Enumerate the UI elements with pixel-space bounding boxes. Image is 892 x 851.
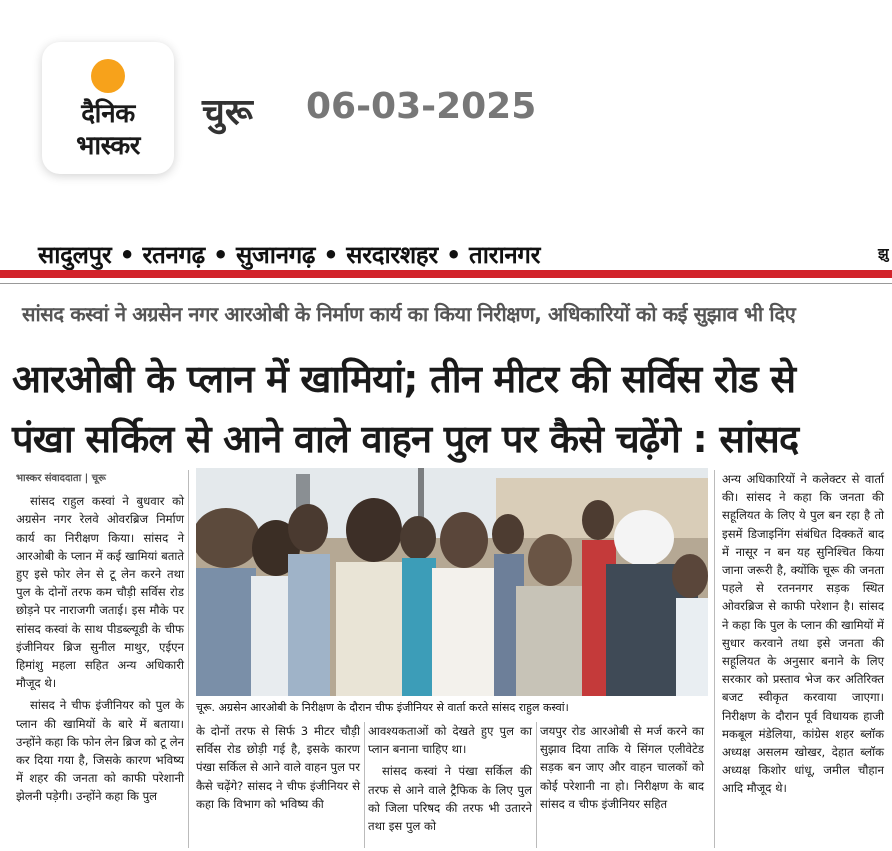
article-column-4 bbox=[540, 722, 704, 813]
section-banner-fragment: झु bbox=[878, 246, 889, 262]
article-paragraph: सांसद ने चीफ इंजीनियर को पुल के प्लान की खामियों के बारे में बताया। उन्होंने कहा कि फोन लेन ब्रिज को टू लेन कर दिया गया है, जिसके कारण भविष्य में शहर की जनता को काफी परेशानी झेलनी पड़ेगी। उन्होंने कहा कि पुल bbox=[16, 698, 184, 804]
article-subhead: सांसद कस्वां ने अग्रसेन नगर आरओबी के निर्माण कार्य का किया निरीक्षण, अधिकारियों को कई सुझाव भी दिए bbox=[22, 302, 796, 326]
article-headline-line-2: पंखा सर्किल से आने वाले वाहन पुल पर कैसे चढ़ेंगे : सांसद bbox=[12, 417, 799, 461]
article-column-3 bbox=[368, 722, 532, 835]
column-divider bbox=[714, 470, 715, 848]
sun-icon bbox=[91, 59, 125, 93]
logo-line-1: दैनिक bbox=[81, 99, 135, 129]
article-headline-line-1: आरओबी के प्लान में खामियां; तीन मीटर की सर्विस रोड से bbox=[12, 357, 796, 401]
article-paragraph: जयपुर रोड आरओबी से मर्ज करने का सुझाव दिया ताकि ये सिंगल एलीवेटेड सड़क बन जाए और वाहन चालकों को कोई परेशानी ना हो। निरीक्षण के बाद सांसद व चीफ इंजीनियर सहित bbox=[540, 724, 704, 811]
edition-date: 06-03-2025 bbox=[306, 86, 537, 127]
article-paragraph: अन्य अधिकारियों ने कलेक्टर से वार्ता की। सांसद ने कहा कि जनता की सहूलियत के लिए ये पुल बन रहा है तो इसमें डिजाइनिंग संबंधित दिक्कतें बाद में नासूर न बन यह सुनिश्चित किया जाना जरूरी है, क्योंकि चूरू की जनता पहले से रतननगर सड़क स्थित ओवरब्रिज से काफी परेशान है। सांसद ने कहा कि पुल के प्लान की खामियों में सुधार करवाने तथा इसे जनता की सहूलियत के अनुसार बनाने के लिए सरकार को प्रस्ताव भेज कर अतिरिक्त बजट स्वीकृत करवाया जाएगा। निरीक्षण के दौरान पूर्व विधायक हाजी मकबूल मंडेलिया, कांग्रेस शहर ब्लॉक अध्यक्ष असलम खोखर, देहात ब्लॉक अध्यक्ष किशोर धांधू, जमील चौहान आदि मौजूद थे। bbox=[722, 472, 884, 796]
article-column-1 bbox=[16, 470, 184, 806]
column-divider bbox=[188, 470, 189, 848]
column-divider bbox=[364, 722, 365, 848]
logo-line-2: भास्कर bbox=[76, 131, 140, 161]
column-divider bbox=[536, 722, 537, 848]
section-towns-banner: सादुलपुर • रतनगढ़ • सुजानगढ़ • सरदारशहर • तारानगर bbox=[38, 241, 541, 269]
article-paragraph: के दोनों तरफ से सिर्फ 3 मीटर चौड़ी सर्विस रोड छोड़ी गई है, इसके कारण पंखा सर्किल से आने वाले वाहन पुल पर कैसे चढ़ेंगे? सांसद ने चीफ इंजीनियर से कहा कि विभाग को भविष्य की bbox=[196, 724, 360, 811]
section-red-rule bbox=[0, 270, 892, 278]
section-thin-rule bbox=[0, 283, 892, 284]
photo-caption: चूरू. अग्रसेन आरओबी के निरीक्षण के दौरान चीफ इंजीनियर से वार्ता करते सांसद राहुल कस्वां। bbox=[196, 701, 569, 714]
article-paragraph: आवश्यकताओं को देखते हुए पुल का प्लान बनाना चाहिए था। bbox=[368, 724, 532, 757]
article-column-2 bbox=[196, 722, 360, 813]
inspection-photo bbox=[196, 468, 708, 696]
article-column-5 bbox=[722, 470, 884, 798]
edition-city: चुरू bbox=[202, 92, 253, 133]
article-body bbox=[0, 466, 892, 851]
byline: भास्कर संवाददाता | चूरू bbox=[16, 473, 106, 484]
dainik-bhaskar-logo[interactable] bbox=[42, 42, 174, 174]
article-paragraph: सांसद कस्वां ने पंखा सर्किल की तरफ से आने वाले ट्रैफिक के लिए पुल को जिला परिषद की तरफ भी उतारने तथा इस पुल को bbox=[368, 764, 532, 834]
photo-illustration bbox=[196, 468, 708, 696]
article-paragraph: सांसद राहुल कस्वां ने बुधवार को अग्रसेन नगर रेलवे ओवरब्रिज निर्माण कार्य का निरीक्षण किया। सांसद ने आरओबी के प्लान में कई खामियां बताते हुए इसे फोर लेन से टू लेन करने तथा पुल के दोनों तरफ कम चौड़ी सर्विस रोड छोड़ने पर नाराजगी जताई। इस मौके पर सांसद कस्वां के साथ पीडब्ल्यूडी के चीफ इंजीनियर ब्रिज सुनील माथुर, एईएन हिमांशु महला सहित अन्य अधिकारी मौजूद थे। bbox=[16, 494, 184, 691]
